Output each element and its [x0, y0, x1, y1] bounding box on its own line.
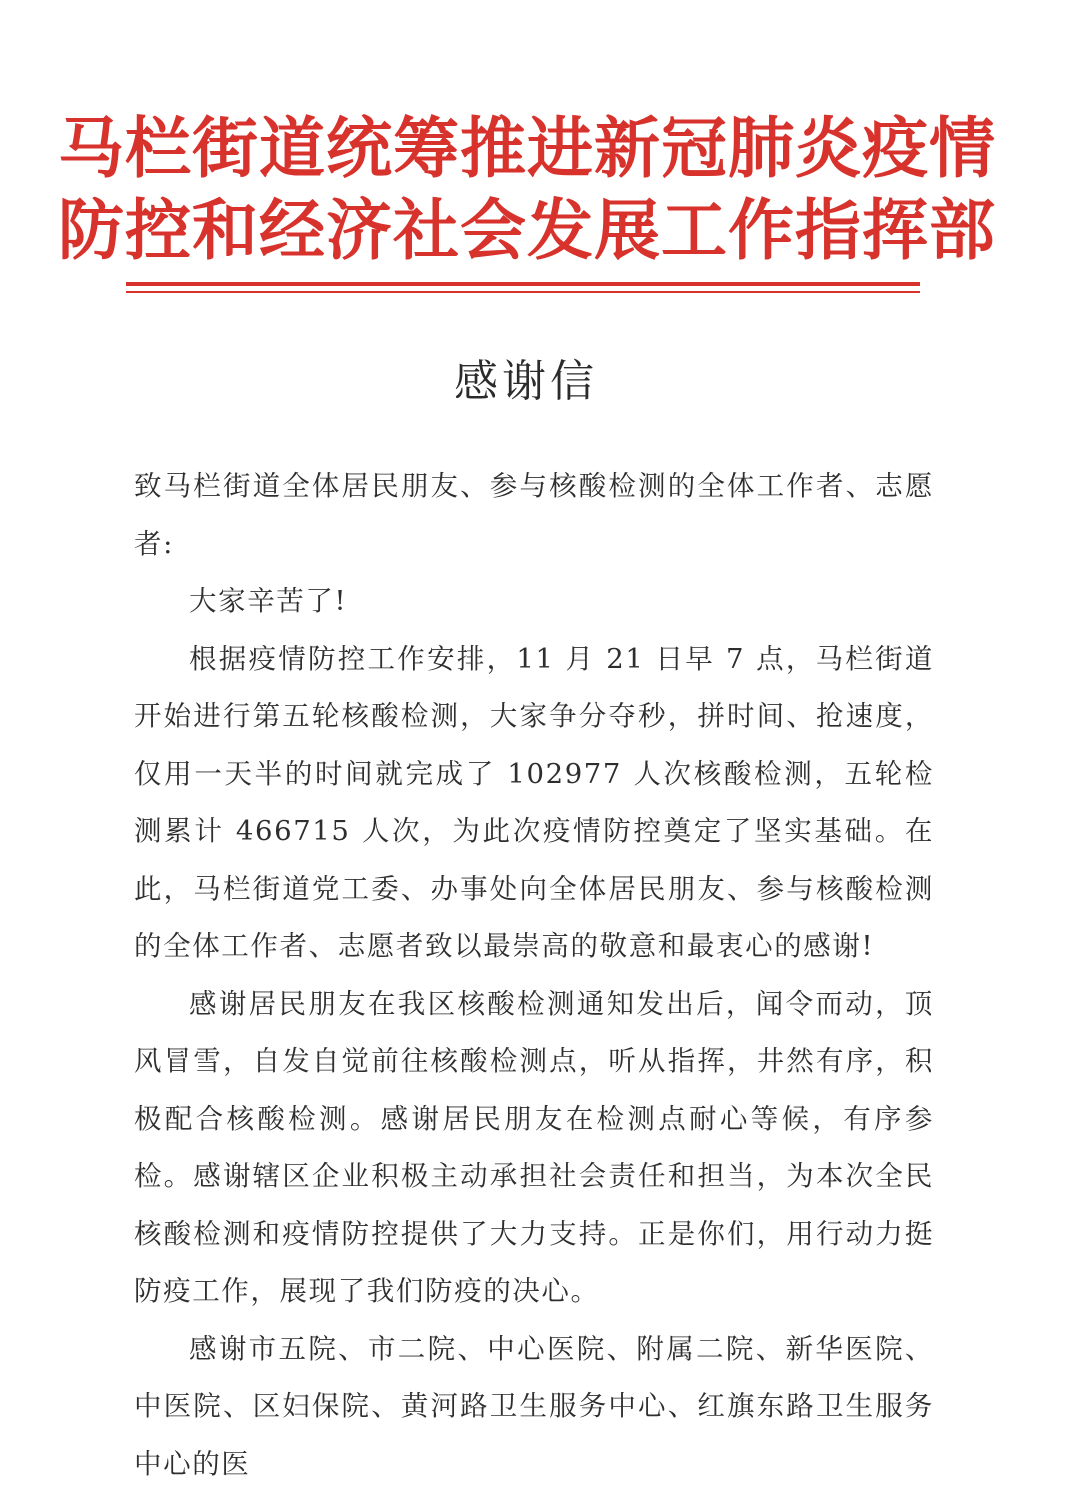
salutation: 致马栏街道全体居民朋友、参与核酸检测的全体工作者、志愿者: — [134, 470, 934, 560]
paragraph-testing-summary: 根据疫情防控工作安排，11 月 21 日早 7 点，马栏街道开始进行第五轮核酸检测，大家争分夺秒，拼时间、抢速度，仅用一天半的时间就完成了 102977 人次核酸检测，五轮检测累计 466715 人次，为此次疫情防控奠定了坚实基础。在此，马栏街道党工委、办事处向全体居民朋友、参与核酸检测的全体工作者、志愿者致以最崇高的敬意和最衷心的感谢! — [134, 642, 934, 962]
letterhead — [0, 108, 1080, 272]
letter-body — [134, 458, 934, 1493]
letter-title: 感谢信 — [454, 356, 598, 407]
paragraph-greeting: 大家辛苦了! — [189, 585, 348, 617]
letterhead-rule-thick — [126, 282, 920, 286]
letterhead-rule-thin — [126, 291, 920, 293]
paragraph-thanks-hospitals: 感谢市五院、市二院、中心医院、附属二院、新华医院、中医院、区妇保院、黄河路卫生服务中心、红旗东路卫生服务中心的医 — [134, 1332, 934, 1480]
letterhead-line-1: 马栏街道统筹推进新冠肺炎疫情 — [58, 110, 996, 187]
letterhead-line-2: 防控和经济社会发展工作指挥部 — [58, 192, 996, 269]
paragraph-thanks-residents: 感谢居民朋友在我区核酸检测通知发出后，闻令而动，顶风冒雪，自发自觉前往核酸检测点，听从指挥，井然有序，积极配合核酸检测。感谢居民朋友在检测点耐心等候，有序参检。感谢辖区企业积极主动承担社会责任和担当，为本次全民核酸检测和疫情防控提供了大力支持。正是你们，用行动力挺防疫工作，展现了我们防疫的决心。 — [134, 987, 934, 1307]
